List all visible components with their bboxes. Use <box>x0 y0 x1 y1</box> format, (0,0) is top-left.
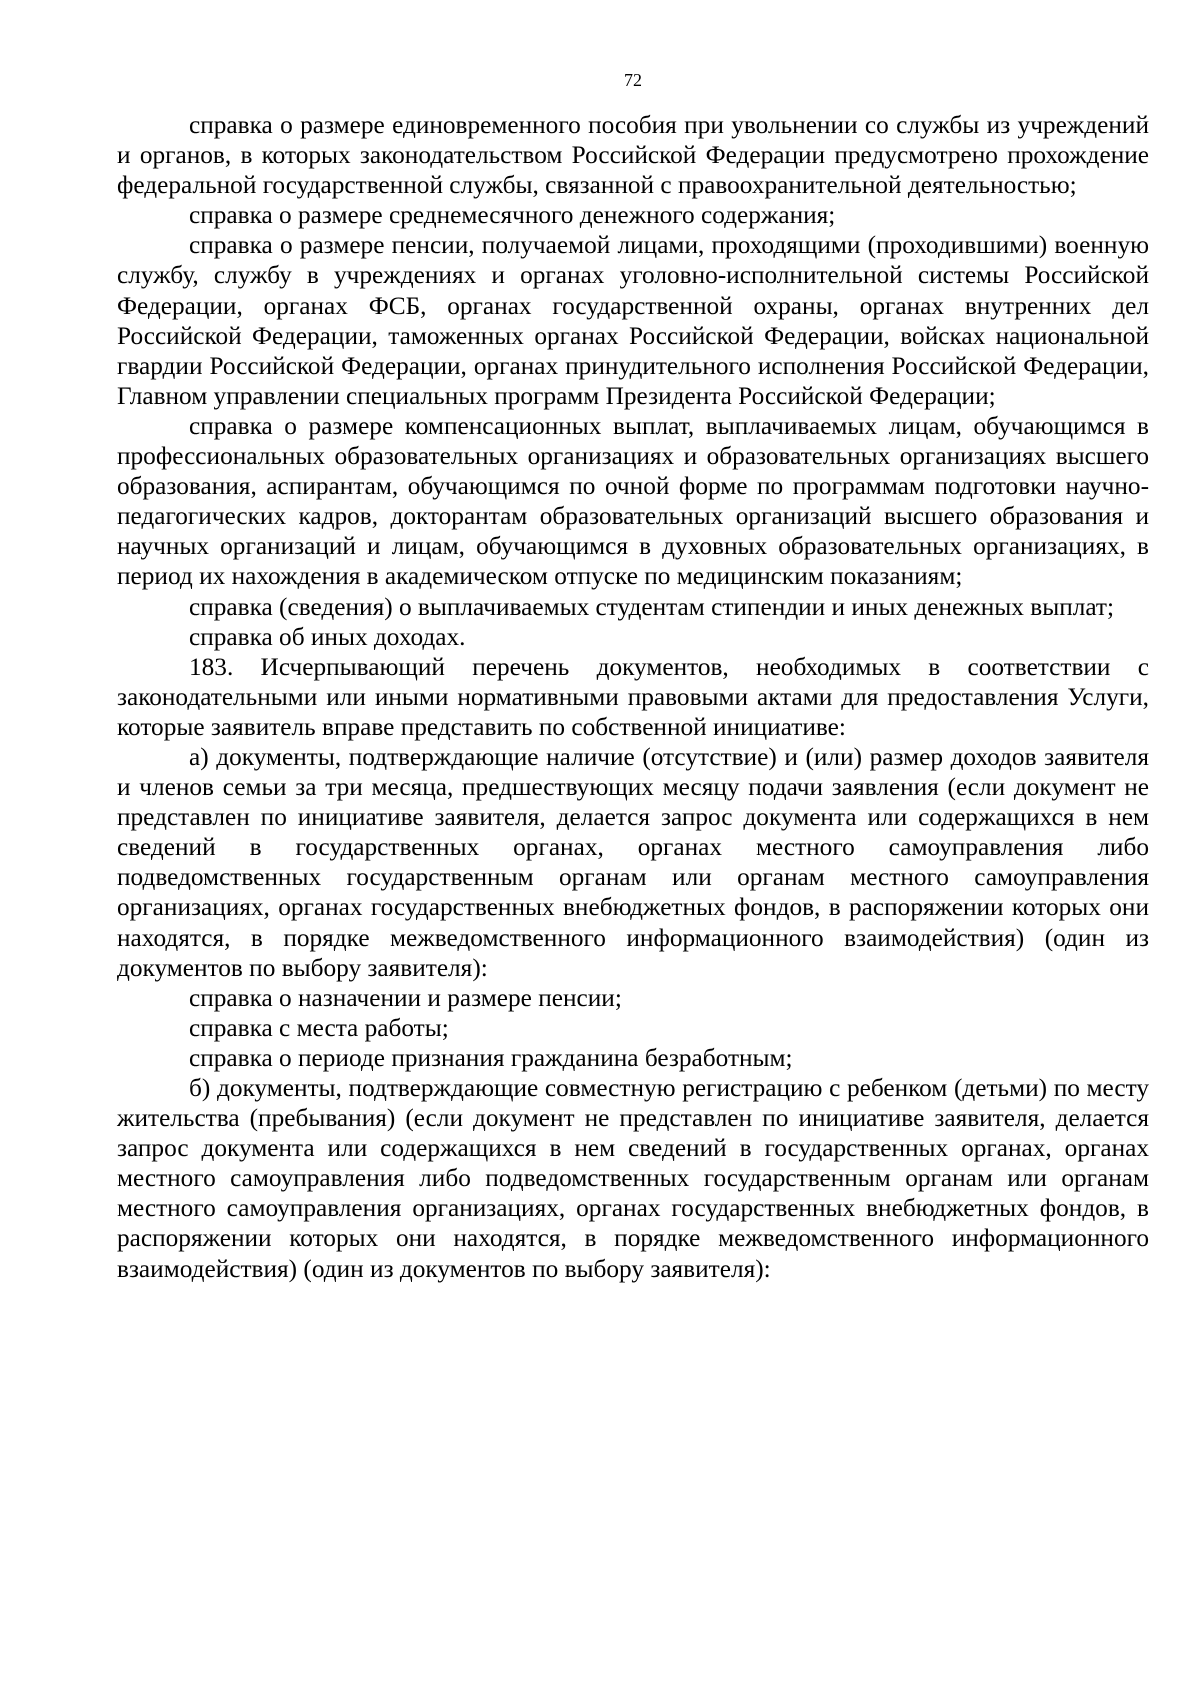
paragraph-item-b: б) документы, подтверждающие совместную регистрацию с ребенком (детьми) по месту жительства (пребывания) (если документ не представлен по инициативе заявителя, делается запрос документа или содержащихся в нем сведений в государственных органах, органах местного самоуправления либо подведомственных государственным органам или органам местного самоуправления организациях, органах государственных внебюджетных фондов, в распоряжении которых они находятся, в порядке межведомственного информационного взаимодействия) (один из документов по выбору заявителя): <box>117 1074 1149 1283</box>
paragraph-certificate-compensation: справка о размере компенсационных выплат, выплачиваемых лицам, обучающимся в профессиональных образовательных организациях и образовательных организациях высшего образования, аспирантам, обучающимся по очной форме по программам подготовки научно-педагогических кадров, докторантам образовательных организаций высшего образования и научных организаций и лицам, обучающимся в духовных образовательных организациях, в период их нахождения в академическом отпуске по медицинским показаниям; <box>117 411 1149 591</box>
paragraph-certificate-pension-assignment: справка о назначении и размере пенсии; <box>189 983 622 1012</box>
paragraph-certificate-unemployment: справка о периоде признания гражданина безработным; <box>189 1043 793 1072</box>
paragraph-certificate-pension: справка о размере пенсии, получаемой лицами, проходящими (проходившими) военную службу, службу в учреждениях и органах уголовно-исполнительной системы Российской Федерации, органах ФСБ, органах государственной охраны, органах внутренних дел Российской Федерации, таможенных органах Российской Федерации, войсках национальной гвардии Российской Федерации, органах принудительного исполнения Российской Федерации, Главном управлении специальных программ Президента Российской Федерации; <box>117 231 1149 410</box>
paragraph-certificate-other-income: справка об иных доходах. <box>189 622 466 651</box>
paragraph-certificate-monthly-allowance: справка о размере среднемесячного денежного содержания; <box>189 201 836 230</box>
document-page <box>117 70 1149 1670</box>
page-number: 72 <box>624 70 642 90</box>
paragraph-certificate-severance: справка о размере единовременного пособия при увольнении со службы из учреждений и органов, в которых законодательством Российской Федерации предусмотрено прохождение федеральной государственной службы, связанной с правоохранительной деятельностью; <box>117 111 1149 200</box>
paragraph-certificate-workplace: справка с места работы; <box>189 1013 449 1042</box>
paragraph-section-183: 183. Исчерпывающий перечень документов, необходимых в соответствии с законодательными или иными нормативными правовыми актами для предоставления Услуги, которые заявитель вправе представить по собственной инициативе: <box>117 652 1149 741</box>
paragraph-item-a: а) документы, подтверждающие наличие (отсутствие) и (или) размер доходов заявителя и членов семьи за три месяца, предшествующих месяцу подачи заявления (если документ не представлен по инициативе заявителя, делается запрос документа или содержащихся в нем сведений в государственных органах, органах местного самоуправления либо подведомственных государственным органам или органам местного самоуправления организациях, органах государственных внебюджетных фондов, в распоряжении которых они находятся, в порядке межведомственного информационного взаимодействия) (один из документов по выбору заявителя): <box>117 742 1149 982</box>
paragraph-certificate-stipend: справка (сведения) о выплачиваемых студентам стипендии и иных денежных выплат; <box>189 592 1115 621</box>
document-body <box>117 110 1149 1284</box>
